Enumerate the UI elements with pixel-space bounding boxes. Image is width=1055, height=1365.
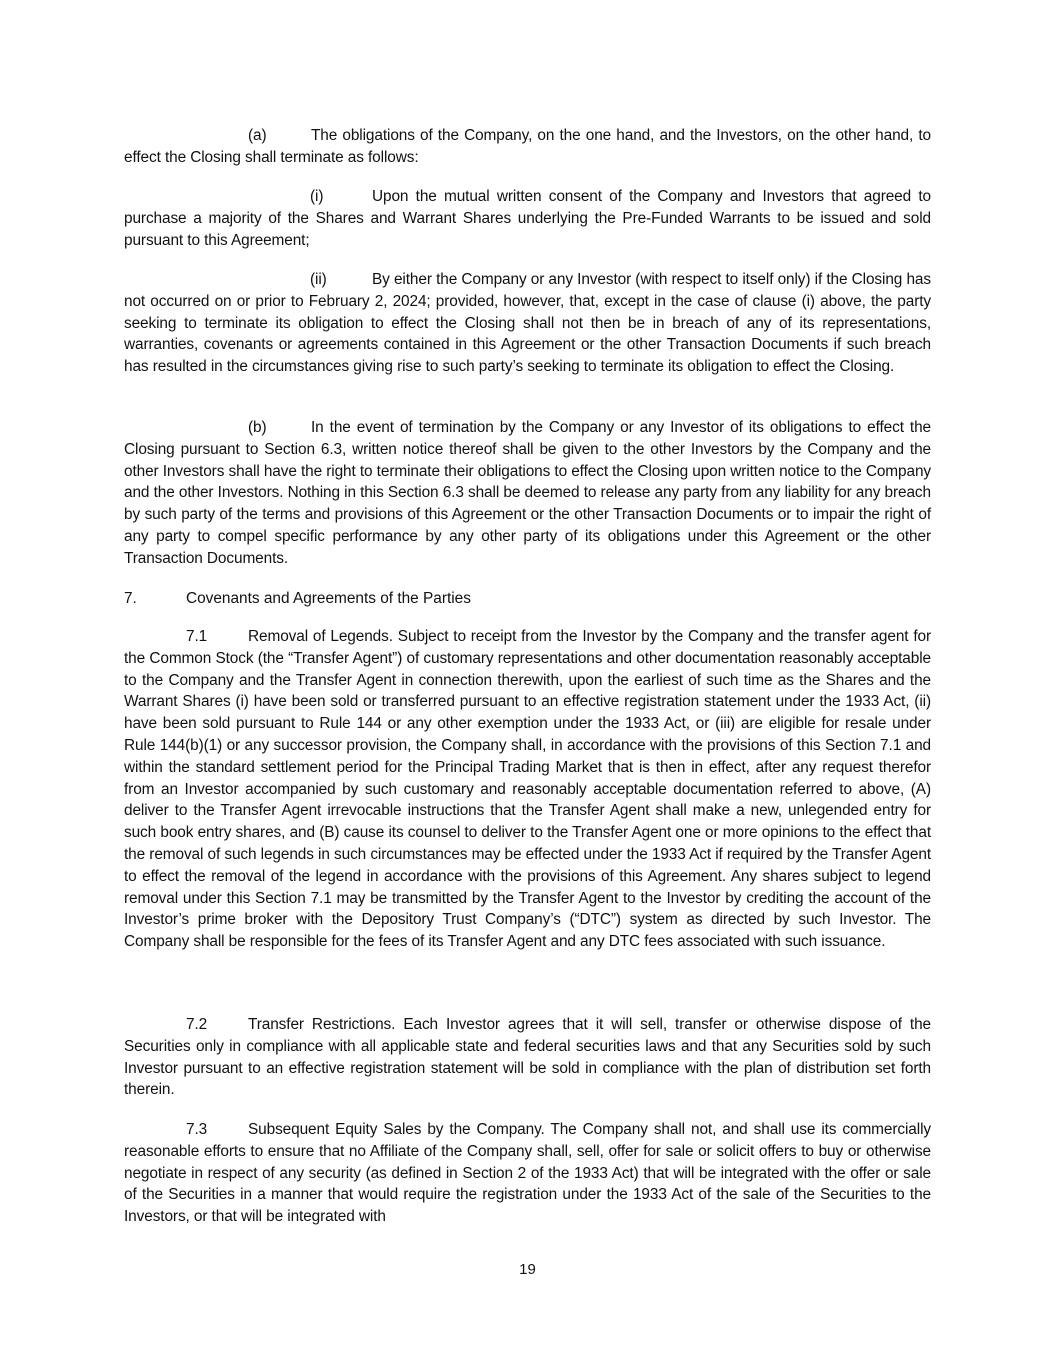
section-7-2 (124, 1014, 931, 1101)
section-7-1-label: 7.1 (186, 628, 208, 645)
paragraph-a (124, 125, 931, 169)
paragraph-i-text: Upon the mutual written consent of the Company and Investors that agreed to purchase a majority of the Shares and Warrant Shares underlying the Pre-Funded Warrants to be issued and sold pursuant to this Agreement; (124, 188, 931, 249)
section-7-3-text: Subsequent Equity Sales by the Company. The Company shall not, and shall use its commercially reasonable efforts to ensure that no Affiliate of the Company shall, sell, offer for sale or solicit offers to buy or otherwise negotiate in respect of any security (as defined in Section 2 of the 1933 Act) that will be integrated with the offer or sale of the Securities in a manner that would require the registration under the 1933 Act of the sale of the Securities to the Investors, or that will be integrated with (124, 1121, 931, 1226)
paragraph-b-label: (b) (248, 419, 267, 436)
paragraph-ii-label: (ii) (310, 271, 327, 288)
section-7-2-text: Transfer Restrictions. Each Investor agrees that it will sell, transfer or otherwise dispose of the Securities only in compliance with all applicable state and federal securities laws and that any Securities sold by such Investor pursuant to an effective registration statement will be sold in compliance with the plan of distribution set forth therein. (124, 1016, 931, 1099)
paragraph-i (124, 186, 931, 251)
section-7-1-text: Removal of Legends. Subject to receipt from the Investor by the Company and the transfer agent for the Common Stock (the “Transfer Agent”) of customary representations and other documentation reasonably acceptable to the Company and the Transfer Agent in connection therewith, upon the earliest of such time as the Shares and the Warrant Shares (i) have been sold or transferred pursuant to an effective registration statement under the 1933 Act, (ii) have been sold pursuant to Rule 144 or any other exemption under the 1933 Act, or (iii) are eligible for resale under Rule 144(b)(1) or any successor provision, the Company shall, in accordance with the provisions of this Section 7.1 and within the standard settlement period for the Principal Trading Market that is then in effect, after any request therefor from an Investor accompanied by such customary and reasonably acceptable documentation referred to above, (A) deliver to the Transfer Agent irrevocable instructions that the Transfer Agent shall make a new, unlegended entry for such book entry shares, and (B) cause its counsel to deliver to the Transfer Agent one or more opinions to the effect that the removal of such legends in such circumstances may be effected under the 1933 Act if required by the Transfer Agent to effect the removal of the legend in accordance with the provisions of this Agreement. Any shares subject to legend removal under this Section 7.1 may be transmitted by the Transfer Agent to the Investor by crediting the account of the Investor’s prime broker with the Depository Trust Company’s (“DTC”) system as directed by such Investor. The Company shall be responsible for the fees of its Transfer Agent and any DTC fees associated with such issuance. (124, 628, 931, 951)
page-number: 19 (519, 1261, 536, 1278)
section-7-heading (124, 588, 931, 610)
section-7-3 (124, 1119, 931, 1228)
section-7-label: 7. (124, 590, 137, 607)
section-7-1 (124, 626, 931, 953)
paragraph-ii-text: By either the Company or any Investor (with respect to itself only) if the Closing has not occurred on or prior to February 2, 2024; provided, however, that, except in the case of clause (i) above, the party seeking to terminate its obligation to effect the Closing shall not then be in breach of any of its representations, warranties, covenants or agreements contained in this Agreement or the other Transaction Documents if such breach has resulted in the circumstances giving rise to such party’s seeking to terminate its obligation to effect the Closing. (124, 271, 931, 376)
paragraph-a-label: (a) (248, 127, 267, 144)
section-7-2-label: 7.2 (186, 1016, 208, 1033)
paragraph-b (124, 417, 931, 570)
paragraph-b-text: In the event of termination by the Company or any Investor of its obligations to effect the Closing pursuant to Section 6.3, written notice thereof shall be given to the other Investors by the Company and the other Investors shall have the right to terminate their obligations to effect the Closing upon written notice to the Company and the other Investors. Nothing in this Section 6.3 shall be deemed to release any party from any liability for any breach by such party of the terms and provisions of this Agreement or the other Transaction Documents or to impair the right of any party to compel specific performance by any other party of its obligations under this Agreement or the other Transaction Documents. (124, 419, 931, 567)
paragraph-a-text: The obligations of the Company, on the one hand, and the Investors, on the other hand, to effect the Closing shall terminate as follows: (124, 127, 931, 166)
section-7-title: Covenants and Agreements of the Parties (186, 590, 471, 607)
paragraph-i-label: (i) (310, 188, 324, 205)
section-7-3-label: 7.3 (186, 1121, 208, 1138)
paragraph-ii (124, 269, 931, 378)
